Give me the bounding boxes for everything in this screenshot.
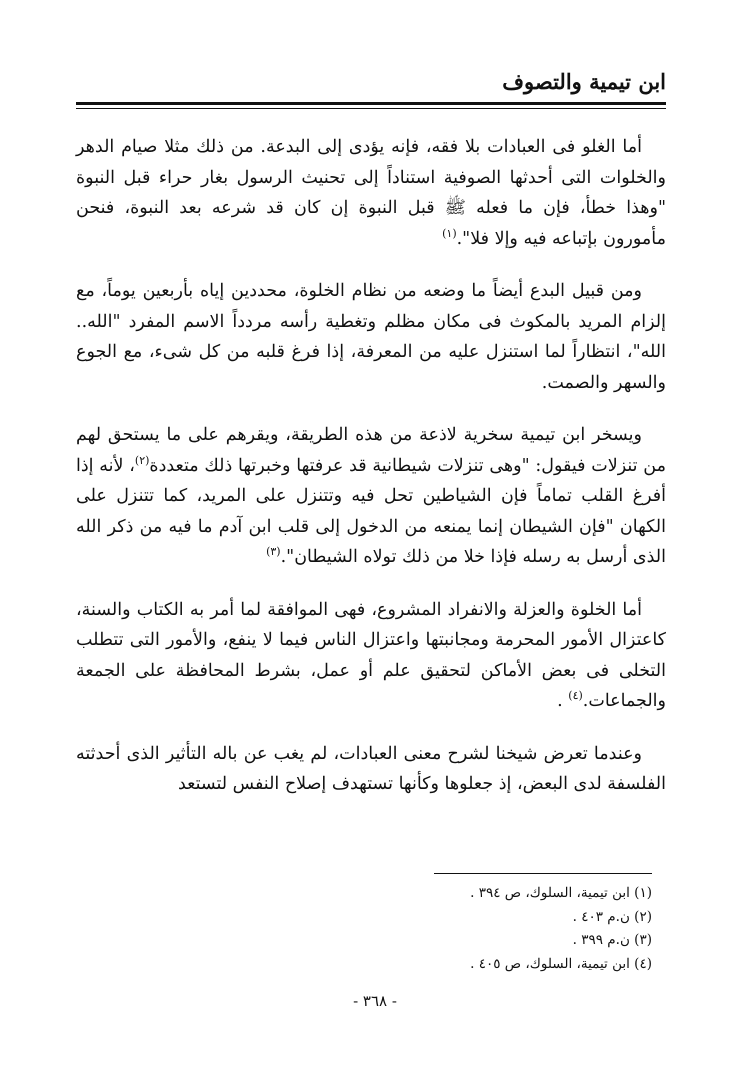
header-rule-thin — [76, 108, 666, 109]
footnote-3-number: (٣) — [634, 932, 652, 948]
paragraph-3-text: ويسخر ابن تيمية سخرية لاذعة من هذه الطريقة، ويقرهم على ما يستحق لهم من تنزلات فيقول: "وهى تنزلات شيطانية قد عرفتها وخبرتها ذلك متعددة — [76, 425, 666, 476]
footnote-1-text: ابن تيمية، السلوك، ص ٣٩٤ . — [470, 885, 630, 901]
footnote-separator — [434, 873, 652, 874]
footnote-4 — [252, 953, 652, 977]
footnote-ref-2: (٢) — [134, 453, 150, 467]
running-header — [76, 62, 666, 102]
footnote-2 — [252, 906, 652, 930]
footnote-ref-4: (٤) — [568, 689, 583, 703]
footnote-3-text: ن.م ٣٩٩ . — [572, 932, 630, 948]
paragraph-3-text-after: ، لأنه إذا أفرغ القلب تماماً فإن الشياطين تحل فيه وتتنزل على المريد، كما تتنزل على الكهان "فإن الشيطان إنما يمنعه من الدخول إلى قلب ابن آدم ما فيه من ذكر الله الذى أرسل به رسله فإذا خلا من ذلك تولاه الشيطان". — [76, 455, 666, 567]
footnote-1-number: (١) — [634, 885, 652, 901]
paragraph-4-text: أما الخلوة والعزلة والانفراد المشروع، فهى الموافقة لما أمر به الكتاب والسنة، كاعتزال الأمور المحرمة ومجانبتها واعتزال الناس فيما لا ينفع، والأمور التى تتطلب التخلى فى بعض الأماكن لتحقيق علم أو عمل، بشرط المحافظة على الجمعة والجماعات. — [76, 599, 666, 711]
footnote-4-text: ابن تيمية، السلوك، ص ٤٠٥ . — [470, 955, 630, 972]
footnote-2-number: (٢) — [634, 908, 652, 925]
paragraph-5 — [76, 739, 666, 800]
paragraph-4 — [76, 595, 666, 717]
footnote-3 — [252, 929, 652, 953]
paragraph-1-text: أما الغلو فى العبادات بلا فقه، فإنه يؤدى إلى البدعة. من ذلك مثلا صيام الدهر والخلوات التى أحدثها الصوفية استناداً إلى تحنيث الرسول بغار حراء قبل النبوة "وهذا خطأ، فإن ما فعله ﷺ قبل النبوة إن كان قد شرعه بعد النبوة، فنحن مأمورون بإتباعه فيه وإلا فلا". — [76, 137, 666, 249]
header-rule-thick — [76, 102, 666, 105]
paragraph-5-text: وعندما تعرض شيخنا لشرح معنى العبادات، لم يغب عن باله التأثير الذى أحدثته الفلسفة لدى البعض، إذ جعلوها وكأنها تستهدف إصلاح النفس لتستعد — [76, 743, 666, 794]
paragraph-2-text: ومن قبيل البدع أيضاً ما وضعه من نظام الخلوة، محددين إياه بأربعين يوماً، مع إلزام المريد بالمكوث فى مكان مظلم وتغطية رأسه مردداً الاسم المفرد "الله.. الله"، انتظاراً لما استنزل عليه من المعرفة، إذا فرغ قلبه من كل شىء، مع الجوع والسهر والصمت. — [76, 281, 666, 393]
paragraph-2 — [76, 276, 666, 398]
footnotes — [252, 882, 652, 976]
footnote-2-text: ن.م ٤٠٣ . — [572, 908, 630, 925]
page-number: - ٣٦٨ - — [353, 992, 397, 1010]
running-header-title: ابن تيمية والتصوف — [502, 69, 666, 94]
footnote-ref-1: (١) — [442, 226, 457, 240]
paragraph-3 — [76, 420, 666, 573]
paragraph-4-tail: . — [557, 691, 569, 711]
body-text — [76, 132, 666, 822]
paragraph-1 — [76, 132, 666, 254]
footnote-ref-3: (٣) — [266, 545, 281, 559]
footnote-4-number: (٤) — [634, 955, 652, 972]
footnote-1 — [252, 882, 652, 906]
